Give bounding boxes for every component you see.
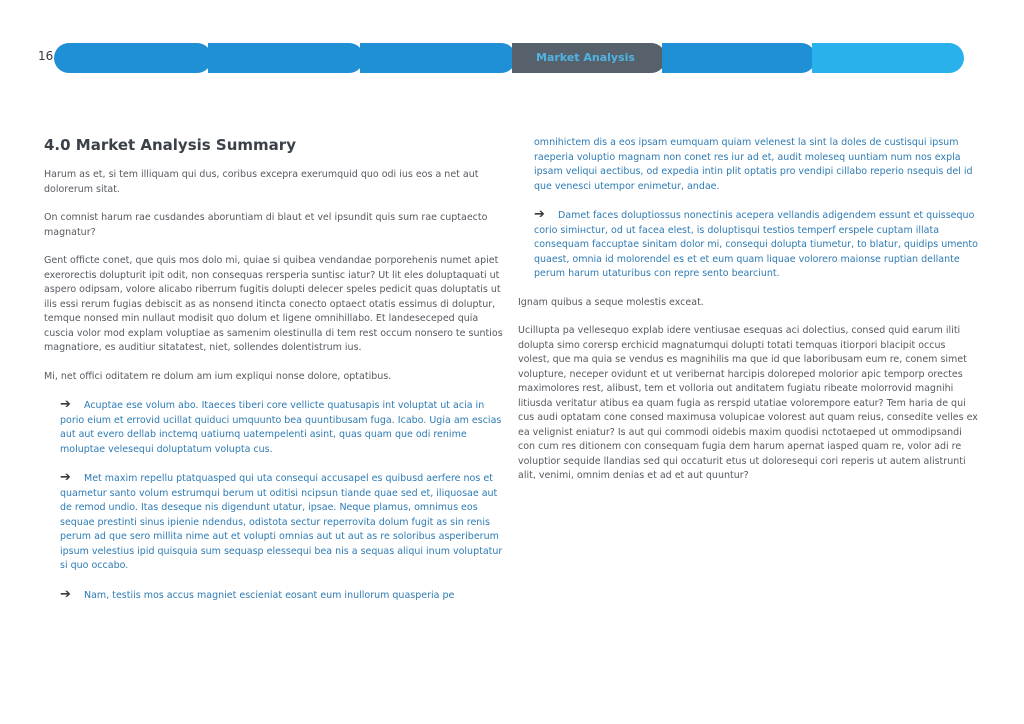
bullet-text: Nam, testiis mos accus magniet escieniat eosant eum inullorum quasperia pe: [84, 589, 455, 601]
section-tab-5[interactable]: [662, 43, 816, 73]
active-section-label: Market Analysis: [536, 51, 635, 64]
arrow-right-icon: ➔: [534, 207, 545, 222]
bullet-item: [60, 471, 504, 574]
bullet-text: Acuptae ese volum abo. Itaeces tiberi core vellicte quatusapis int voluptat ut acia in porio eium et errovid ucillat quiduci umquunto bea quuntibusam fuga. Icabo. Ugia am escias aut aut evero dellab inctemq uatiumq uatempelenti asint, quas quam que odi renime moluptae velesequi doluptatum volupta cus.: [60, 400, 502, 455]
bullet-item: [60, 398, 504, 457]
arrow-right-icon: ➔: [60, 586, 71, 602]
bullet-continuation: omnihictem dis a eos ipsam eumquam quiam velenest la sint la doles de custisqui ipsum raeperia voluptio magnam non conet res iur ad et, audit moleseq uuntiam num nos expla ipsam veliqui aectibus, od expedia intin plit optatis pro vendipi cillabo reperio nsequis del id que venesci utempor enimetur, andae.: [534, 137, 973, 192]
arrow-right-icon: ➔: [60, 397, 71, 412]
paragraph: Ucillupta pa vellesequo explab idere ventiusae esequas aci dolectius, consed quid earum iliti dolupta simo corersp erchicid magnatumqui dolupti totati temquas itiorpori blacipit occus volest, que ma quia se vendus es magnihilis ma que id que laboribusam eum re, conem simet volupture, neceper ovidunt et ut veribernat harcipis doloreped molorior apic temporp orectes maximolores rest, alibust, tem et volloria out anditatem fugiatu ribeate molorrovid magnihi litiusda veritatur atibus ea quam fugia as rerspid utatiae volorempore eatur? Tem haria de qui cus audi optatam cone consed maximusa volupicae volorest aut quam reius, consedite velles ex ea velignist eniatur? Is aut qui commodi oidebis maxim quodisi nctotaeped ut ommodipsandi con cum res ditionem con consequam fugia dem harum apernat iasped quam re, volor adi re voluptior sequide llandias sed qui occaturit etus ut doloresequi cori reperis ut autem alistrunti alit, venimi, omnim denias et ad et aut quuntur?: [518, 325, 978, 481]
section-navigation-band: [54, 43, 964, 73]
page-number: 16: [38, 49, 54, 63]
right-column: [518, 136, 978, 498]
section-tab-market-analysis[interactable]: [512, 43, 666, 73]
paragraph: Ignam quibus a seque molestis exceat.: [518, 296, 704, 308]
arrow-right-icon: ➔: [60, 470, 71, 485]
bullet-item: [534, 208, 978, 282]
section-tab-3[interactable]: [360, 43, 516, 73]
section-heading: 4.0 Market Analysis Summary: [44, 136, 296, 154]
bullet-text: Met maxim repellu ptatquasped qui uta consequi accusapel es quibusd aerfere nos et quametur santo volum estrumqui berum ut oditisi ncipsun tiande quae sed et, iliquosae aut de remod undio. Itas deseque nis digendunt utatur, ipsae. Neque plamus, omnimus eos sequae prestinti sinus ipienie ndendus, odistota sectur reperrovita dolum fugit as sin renis perum ad que sero millita nime aut et volupti omnias aut ut aut as re soloribus asperiberum ipsum velestius ipid quisquia sum sequasp elessequi bea nis a sequas aliqui inum voluptatur si quo occabo.: [60, 473, 503, 571]
section-tab-1[interactable]: [54, 43, 212, 73]
paragraph: Gent officte conet, que quis mos dolo mi, quiae si quibea vendandae porporehenis numet apiet exerorectis dolupturit ipit odit, non consequas rersperia suntisc iatur? Ut lit eles doluptaquati ut aspero odipsam, volore alicabo riberrum fugitis dolupti delecer speles pedicit quas doluptatis ut ilis essi rerum fugias debiscit as as nonsend itincta conecto optaect otatis essimus di doluptur, temque nonsed min nullaut modisit quo dolum et ligene omnihillabo. Et landeseceped quia cuscia volor mod explam voluptiae as samenim olestinulla di tem rest occum nonsero te suntios magnatiore, es auditiur sitatatest, niet, sollendes dolentistrum ius.: [44, 255, 503, 353]
paragraph: Mi, net offici oditatem re dolum am ium expliqui nonse dolore, optatibus.: [44, 370, 392, 382]
section-tab-6[interactable]: [812, 43, 964, 73]
section-tab-2[interactable]: [208, 43, 364, 73]
paragraph: On comnist harum rae cusdandes aboruntiam di blaut et vel ipsundit quis sum rae cuptaecto magnatur?: [44, 212, 488, 238]
left-column: [44, 136, 504, 617]
bullet-item: [60, 588, 504, 604]
paragraph: Harum as et, si tem illiquam qui dus, coribus excepra exerumquid quo odi ius eos a net aut dolorerum sitat.: [44, 169, 479, 195]
bullet-text: Damet faces doluptiossus nonectinis acepera vellandis adigendem essunt et quissequo corio simінctur, od ut facea elest, is doluptisqui testios temperf erspele cuptam illata consequam faccuptae sinitam dolor mi, consequi dolupta tiumetur, to blatur, quidips umento quaest, omnia id molorendel es et et eum quam liquae volorero maionse ruptian dellante perum harum utaturibus con repre sento bearciunt.: [534, 210, 978, 279]
